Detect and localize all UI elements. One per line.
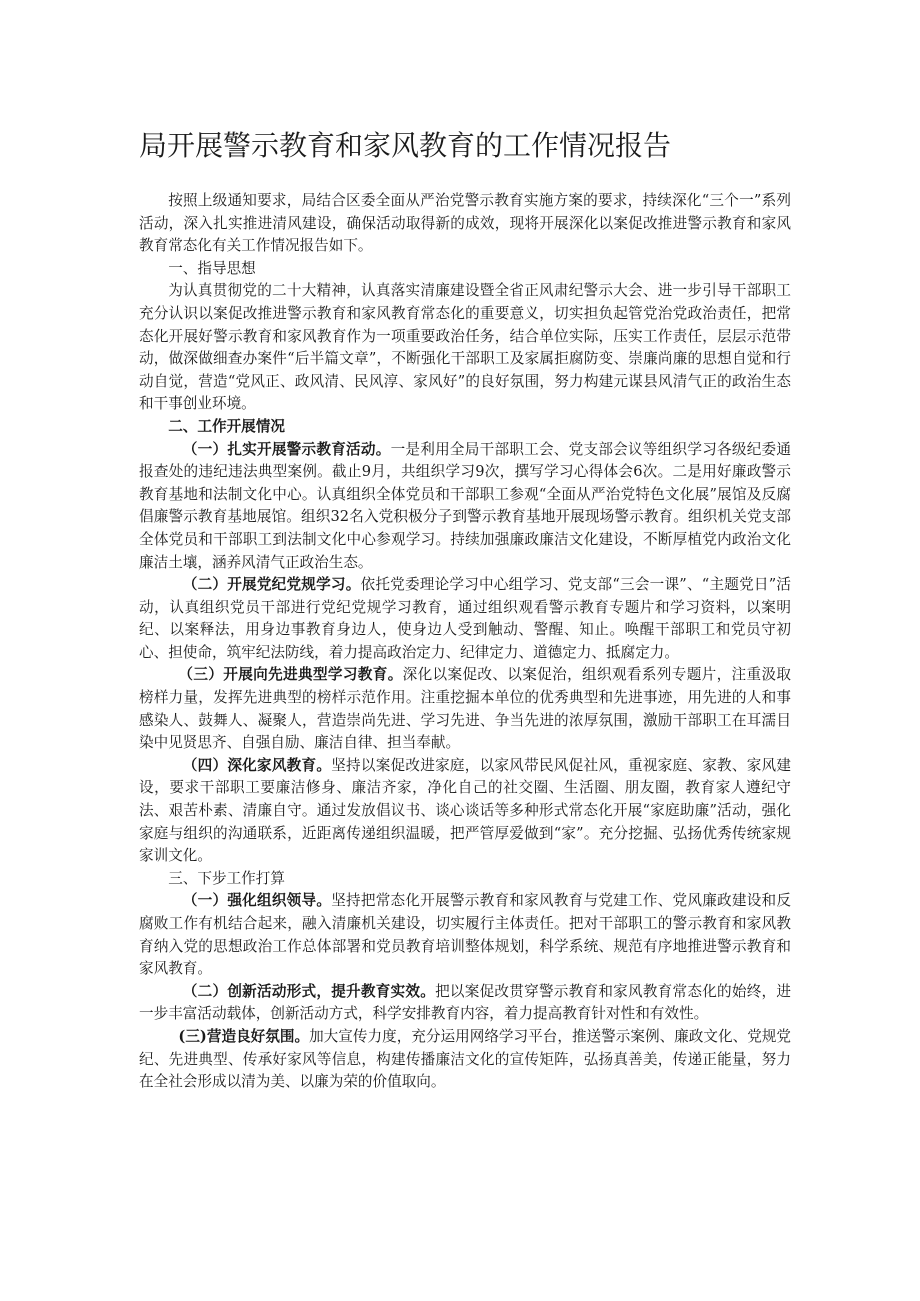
section3-heading: 三、下步工作打算: [168, 869, 285, 887]
section3-item-2: [139, 981, 791, 1026]
item-lead: （四）深化家风教育。: [182, 756, 332, 774]
item-lead: （一）扎实开展警示教育活动。: [182, 440, 391, 458]
document-page: [139, 124, 791, 1094]
item-text: 加大宣传力度，充分运用网络学习平台，推送警示案例、廉政文化、党规党纪、先进典型、传承好家风等信息，构建传播廉洁文化的宣传矩阵，弘扬真善美，传递正能量，努力在全社会形成以清为美、以廉为荣的价值取向。: [139, 1027, 791, 1091]
item-text: 深化以案促改、以案促治，组织观看系列专题片，注重汲取榜样力量，发挥先进典型的榜样示范作用。注重挖掘本单位的优秀典型和先进事迹，用先进的人和事感染人、鼓舞人、凝聚人，营造崇尚先进、学习先进、争当先进的浓厚氛围，激励干部职工在耳濡目染中见贤思齐、自强自励、廉洁自律、担当奉献。: [139, 666, 791, 752]
item-lead: （三）开展向先进典型学习教育。: [178, 666, 403, 684]
item-lead: （一）强化组织领导。: [182, 892, 332, 910]
item-text: 一是利用全局干部职工会、党支部会议等组织学习各级纪委通报查处的违纪违法典型案例。截止9月，共组织学习9次，撰写学习心得体会6次。二是用好廉政警示教育基地和法制文化中心。认真组织全体党员和干部职工参观“全面从严治党特色文化展”展馆及反腐倡廉警示教育基地展馆。组织32名入党积极分子到警示教育基地开展现场警示教育。组织机关党支部全体党员和干部职工到法制文化中心参观学习。持续加强廉政廉洁文化建设，不断厚植党内政治文化廉洁土壤，涵养风清气正政治生态。: [139, 440, 791, 571]
section3-item-3: [139, 1026, 791, 1094]
item-lead: （二）开展党纪党规学习。: [182, 576, 361, 594]
section1-paragraph: 为认真贯彻党的二十大精神，认真落实清廉建设暨全省正风肃纪警示大会、进一步引导干部职工充分认识以案促改推进警示教育和家风教育常态化的重要意义，切实担负起管党治党政治责任，把常态化开展好警示教育和家风教育作为一项重要政治任务，结合单位实际，压实工作责任，层层示范带动，做深做细查办案件“后半篇文章”，不断强化干部职工及家属拒腐防变、崇廉尚廉的思想自觉和行动自觉，营造“党风正、政风清、民风淳、家风好”的良好氛围，努力构建元谋县风清气正的政治生态和干事创业环境。: [139, 282, 791, 413]
item-text: 坚持把常态化开展警示教育和家风教育与党建工作、党风廉政建设和反腐败工作有机结合起来，融入清廉机关建设，切实履行主体责任。把对干部职工的警示教育和家风教育纳入党的思想政治工作总体部署和党员教育培训整体规划，科学系统、规范有序地推进警示教育和家风教育。: [139, 892, 791, 978]
section2-item-1: [139, 439, 791, 575]
item-text: 依托党委理论学习中心组学习、党支部“三会一课”、“主题党日”活动，认真组织党员干部进行党纪党规学习教育，通过组织观看警示教育专题片和学习资料，以案明纪、以案释法，用身边事教育身边人，使身边人受到触动、警醒、知止。唤醒干部职工和党员守初心、担使命，筑牢纪法防线，着力提高政治定力、纪律定力、道德定力、抵腐定力。: [139, 576, 791, 661]
section3-item-1: [139, 890, 791, 980]
item-text: 把以案促改贯穿警示教育和家风教育常态化的始终，进一步丰富活动载体，创新活动方式，科学安排教育内容，着力提高教育针对性和有效性。: [139, 982, 791, 1023]
item-text: 坚持以案促改进家庭，以家风带民风促社风，重视家庭、家教、家风建设，要求干部职工要廉洁修身、廉洁齐家，净化自己的社交圈、生活圈、朋友圈，教育家人遵纪守法、艰苦朴素、清廉自守。通过发放倡议书、谈心谈话等多种形式常态化开展“家庭助廉”活动，强化家庭与组织的沟通联系，近距离传递组织温暖，把严管厚爱做到“家”。充分挖掘、弘扬优秀传统家规家训文化。: [139, 756, 791, 865]
section1-heading: 一、指导思想: [168, 259, 256, 277]
section2-item-4: [139, 755, 791, 868]
section2-item-3: [139, 664, 791, 754]
document-body: [139, 190, 791, 1094]
intro-paragraph: 按照上级通知要求，局结合区委全面从严治党警示教育实施方案的要求，持续深化“三个一”系列活动，深入扎实推进清风建设，确保活动取得新的成效，现将开展深化以案促改推进警示教育和家风教育常态化有关工作情况报告如下。: [139, 192, 791, 255]
section2-heading: 二、工作开展情况: [168, 417, 285, 435]
section2-item-2: [139, 574, 791, 664]
item-lead: (三)营造良好氛围。: [178, 1027, 310, 1045]
document-title: 局开展警示教育和家风教育的工作情况报告: [139, 129, 672, 162]
item-lead: （二）创新活动形式，提升教育实效。: [182, 982, 436, 1000]
